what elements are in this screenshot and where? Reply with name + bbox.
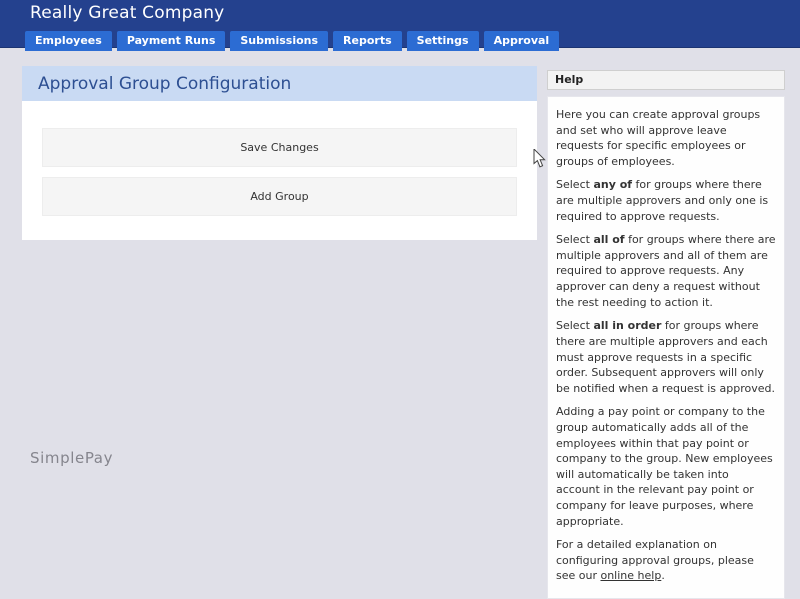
tab-approval[interactable]: Approval xyxy=(484,31,560,51)
help-panel-body xyxy=(547,96,785,599)
save-changes-button[interactable]: Save Changes xyxy=(42,128,517,167)
main-nav xyxy=(25,31,559,51)
tab-settings[interactable]: Settings xyxy=(407,31,479,51)
help-text: . xyxy=(661,569,665,583)
add-group-button[interactable]: Add Group xyxy=(42,177,517,216)
company-title: Really Great Company xyxy=(30,3,225,23)
help-text: Adding a pay point or company to the group automatically adds all of the employees within that pay point or company to the group. New employees will automatically be taken into account in the relevant pay point or company for leave purposes, where appropriate. xyxy=(556,405,773,528)
simplepay-logo: SimplePay xyxy=(30,449,114,467)
top-header xyxy=(0,0,800,48)
help-text: Select xyxy=(556,178,594,192)
help-paragraph xyxy=(556,232,776,310)
tab-payment-runs[interactable]: Payment Runs xyxy=(117,31,226,51)
help-panel-title: Help xyxy=(547,70,785,90)
help-paragraph xyxy=(556,537,776,584)
tab-reports[interactable]: Reports xyxy=(333,31,402,51)
page-title-banner xyxy=(22,66,537,101)
page-title: Approval Group Configuration xyxy=(38,73,292,94)
online-help-link[interactable]: online help xyxy=(600,569,662,583)
help-text: Select xyxy=(556,319,594,333)
help-text-bold: all in order xyxy=(593,319,662,333)
help-text: Select xyxy=(556,233,594,247)
help-text: for groups where there are multiple approvers and each must approve requests in a specific order. Subsequent approvers will only be notified when a request is approved. xyxy=(556,319,776,395)
help-text: Here you can create approval groups and set who will approve leave requests for specific employees or groups of employees. xyxy=(556,108,761,168)
tab-submissions[interactable]: Submissions xyxy=(230,31,328,51)
help-text-bold: all of xyxy=(593,233,625,247)
card-body xyxy=(22,101,537,240)
help-text-bold: any of xyxy=(593,178,633,192)
help-paragraph xyxy=(556,318,776,396)
help-text: for groups where there are multiple approvers and only one is required to approve requests. xyxy=(556,178,769,223)
help-paragraph xyxy=(556,404,776,529)
tab-employees[interactable]: Employees xyxy=(25,31,112,51)
approval-config-card xyxy=(22,66,537,240)
help-paragraph xyxy=(556,177,776,224)
help-text: for groups where there are multiple approvers and all of them are required to approve requests. Any approver can deny a request without the rest needing to action it. xyxy=(556,233,776,309)
help-panel xyxy=(547,70,785,599)
help-paragraph xyxy=(556,107,776,169)
help-text: For a detailed explanation on configuring approval groups, please see our xyxy=(556,538,754,583)
